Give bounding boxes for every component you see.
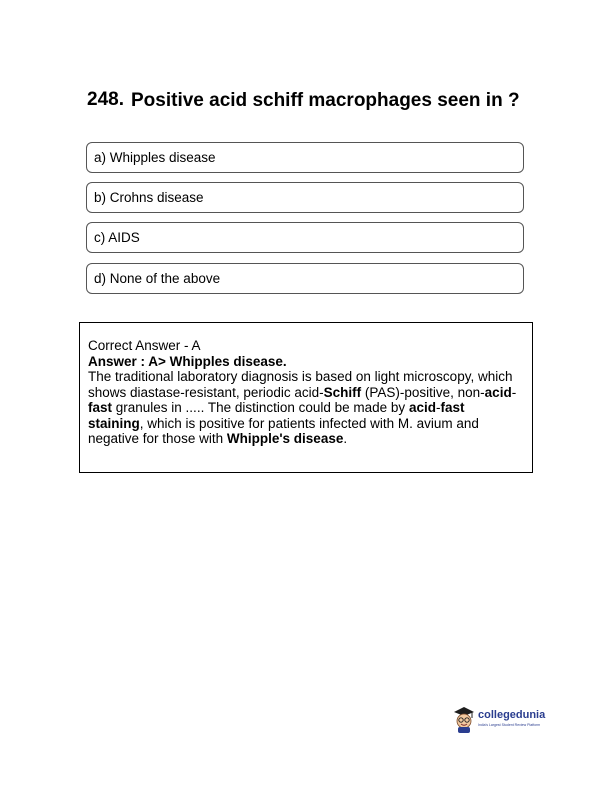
option-a[interactable]: a) Whipples disease	[86, 142, 524, 173]
question-number: 248.	[87, 89, 124, 110]
logo-tagline: India's Largest Student Review Platform	[478, 723, 541, 727]
collegedunia-logo	[452, 706, 572, 734]
logo-name: collegedunia	[478, 709, 546, 721]
correct-answer-line: Correct Answer - A	[88, 338, 201, 353]
question-text: Positive acid schiff macrophages seen in ?	[131, 90, 520, 111]
option-d[interactable]: d) None of the above	[86, 263, 524, 294]
option-b[interactable]: b) Crohns disease	[86, 182, 524, 213]
answer-explanation: The traditional laboratory diagnosis is based on light microscopy, which shows diastase-resistant, periodic acid-Schiff (PAS)-positive, non-acid-fast granules in ..... The distinction could be made by acid-fast staining, which is positive for patients infected with M. avium and negative for those with Whipple's disease.	[88, 369, 517, 446]
answer-heading: Answer : A> Whipples disease.	[88, 353, 287, 369]
option-c[interactable]: c) AIDS	[86, 222, 524, 253]
answer-box	[79, 322, 533, 473]
graduate-mascot-icon	[452, 706, 476, 734]
